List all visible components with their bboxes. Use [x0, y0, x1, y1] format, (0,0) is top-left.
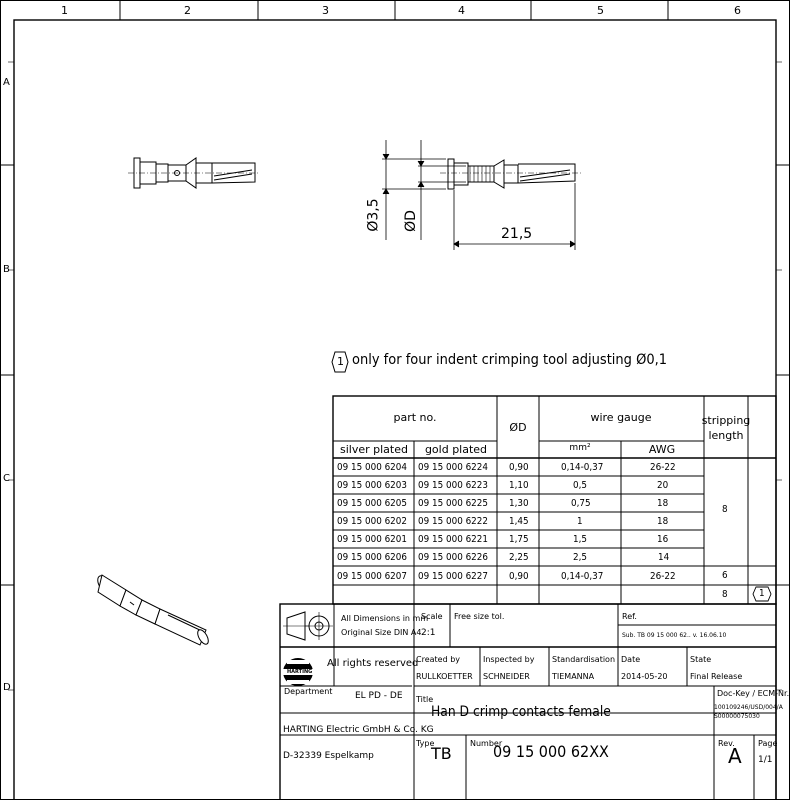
table-cell-silver: 09 15 000 6204: [337, 462, 407, 473]
company-name: HARTING Electric GmbH & Co. KG: [283, 725, 434, 735]
table-cell-od: 1,75: [509, 534, 529, 545]
table-cell-mm2: 1: [577, 516, 583, 527]
table-cell-od: 1,45: [509, 516, 529, 527]
table-cell-mm2: 0,14-0,37: [561, 571, 604, 582]
table-cell-gold: 09 15 000 6222: [418, 516, 488, 527]
table-cell-silver: 09 15 000 6206: [337, 552, 407, 563]
table-cell-gold: 09 15 000 6221: [418, 534, 488, 545]
table-cell-od: 1,10: [509, 480, 529, 491]
header-stripping: stripping: [701, 414, 751, 427]
table-cell-awg: 26-22: [650, 462, 676, 473]
table-cell-mm2: 0,5: [573, 480, 587, 491]
contact-drawing-dimensioned: [440, 159, 582, 189]
projection-symbol: [283, 612, 333, 640]
dimension-length: 21,5: [501, 226, 533, 242]
dimension-dia-d: ØD: [402, 210, 419, 232]
all-rights-label: All rights reserved: [327, 658, 419, 669]
company-address: D-32339 Espelkamp: [283, 751, 374, 761]
table-cell-gold: 09 15 000 6227: [418, 571, 488, 582]
created-by-value: RULLKOETTER: [416, 672, 473, 681]
table-cell-silver: 09 15 000 6205: [337, 498, 407, 509]
stripping-length-8: 8: [722, 504, 728, 515]
header-awg: AWG: [648, 443, 676, 456]
drawing-number: 09 15 000 62XX: [493, 742, 609, 761]
header-mm2: mm²: [569, 443, 591, 453]
table-cell-awg: 26-22: [650, 571, 676, 582]
standardisation-label: Standardisation: [552, 655, 616, 664]
drawing-title: Han D crimp contacts female: [431, 704, 611, 720]
table-cell-silver: 09 15 000 6207: [337, 571, 407, 582]
ruler-col-6: 6: [734, 4, 741, 17]
page-label: Page: [758, 739, 778, 748]
inspected-by-value: SCHNEIDER: [483, 672, 530, 681]
contact-isometric: [95, 574, 210, 646]
all-dimensions-label: All Dimensions in mm: [341, 614, 429, 623]
header-length: length: [708, 429, 744, 442]
scale-value: 2:1: [421, 628, 436, 638]
table-cell-od: 2,25: [509, 552, 529, 563]
free-size-tol-label: Free size tol.: [454, 612, 505, 621]
dimension-lines: [382, 140, 575, 250]
title-label: Title: [416, 695, 434, 704]
note-text: only for four indent crimping tool adjusting Ø0,1: [352, 352, 668, 368]
table-cell-od: 0,90: [509, 462, 529, 473]
ref-value: Sub. TB 09 15 000 62.. v. 16.06.10: [622, 632, 727, 639]
table-cell-awg: 18: [657, 516, 669, 527]
inspected-by-label: Inspected by: [483, 655, 535, 664]
date-label: Date: [621, 655, 641, 664]
table-cell-awg: 16: [657, 534, 669, 545]
type-value: TB: [431, 744, 452, 763]
type-label: Type: [416, 739, 435, 748]
table-cell-awg: 20: [657, 480, 669, 491]
stripping-length-6: 6: [722, 570, 728, 581]
ruler-row-a: A: [3, 77, 10, 88]
header-silver-plated: silver plated: [340, 443, 408, 456]
table-cell-silver: 09 15 000 6202: [337, 516, 407, 527]
ruler-row-b: B: [3, 264, 10, 275]
standardisation-value: TIEMANNA: [552, 672, 595, 681]
created-by-label: Created by: [416, 655, 461, 664]
table-cell-silver: 09 15 000 6203: [337, 480, 407, 491]
dockey-value-2: S00000075030: [714, 713, 760, 720]
ref-label: Ref.: [622, 612, 637, 621]
original-size-label: Original Size DIN A4: [341, 628, 422, 637]
stripping-length-8b: 8: [722, 589, 728, 600]
header-part-no: part no.: [393, 411, 437, 424]
dockey-value-1: 100109246/USD/004/A: [714, 704, 783, 711]
row-marker-number: 1: [759, 588, 765, 599]
note-marker-number: 1: [337, 355, 344, 368]
table-cell-mm2: 1,5: [573, 534, 587, 545]
table-cell-awg: 14: [658, 552, 670, 563]
table-cell-od: 0,90: [509, 571, 529, 582]
harting-logo-text: HARTING: [287, 669, 313, 675]
table-cell-gold: 09 15 000 6226: [418, 552, 488, 563]
page-value: 1/1: [758, 755, 773, 765]
table-cell-od: 1,30: [509, 498, 529, 509]
number-label: Number: [470, 739, 503, 748]
state-label: State: [690, 655, 712, 664]
state-value: Final Release: [690, 672, 743, 681]
table-cell-silver: 09 15 000 6201: [337, 534, 407, 545]
scale-label: Scale: [421, 612, 443, 621]
department-value: EL PD - DE: [355, 691, 403, 701]
header-gold-plated: gold plated: [424, 443, 488, 456]
header-od: ØD: [509, 421, 527, 434]
ruler-col-3: 3: [322, 4, 329, 17]
table-cell-awg: 18: [657, 498, 669, 509]
ruler-row-c: C: [3, 473, 10, 484]
rev-value: A: [728, 744, 742, 768]
ruler-col-4: 4: [458, 4, 465, 17]
table-cell-gold: 09 15 000 6224: [418, 462, 488, 473]
date-value: 2014-05-20: [621, 672, 668, 681]
ruler-col-2: 2: [184, 4, 191, 17]
table-cell-mm2: 0,75: [571, 498, 591, 509]
header-wire-gauge: wire gauge: [590, 411, 652, 424]
contact-drawing-small: [128, 158, 260, 188]
department-label: Department: [284, 687, 333, 696]
ruler-col-1: 1: [61, 4, 68, 17]
dimension-dia-3-5: Ø3,5: [365, 198, 382, 232]
dockey-label: Doc-Key / ECM-Nr.: [717, 689, 790, 698]
table-cell-gold: 09 15 000 6223: [418, 480, 488, 491]
table-cell-mm2: 2,5: [573, 552, 587, 563]
ruler-row-d: D: [3, 682, 11, 693]
table-cell-gold: 09 15 000 6225: [418, 498, 488, 509]
rev-label: Rev.: [718, 739, 735, 748]
ruler-col-5: 5: [597, 4, 604, 17]
table-cell-mm2: 0,14-0,37: [561, 462, 604, 473]
